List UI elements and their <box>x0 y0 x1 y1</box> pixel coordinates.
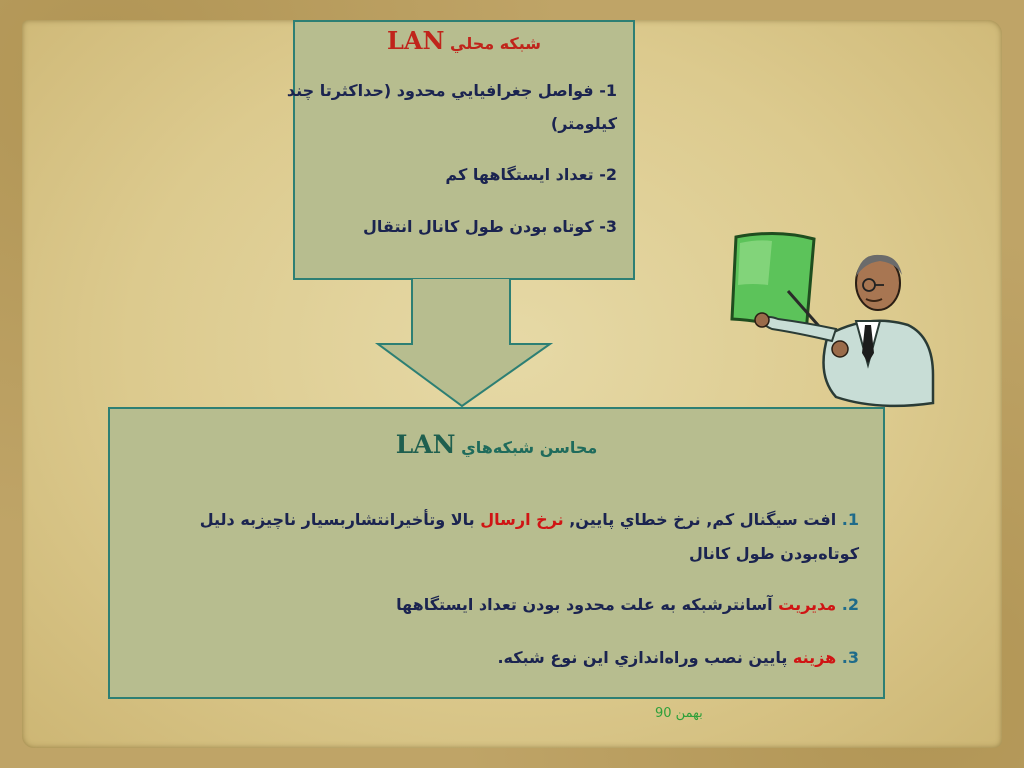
down-arrow-icon <box>370 278 560 410</box>
advantage-1-highlight: نرخ ارسال <box>480 510 564 529</box>
lan-box-title-text: شبکه محلي <box>450 34 541 53</box>
advantage-2-text: آسانترشبکه به علت محدود بودن تعداد ايستگاهها <box>396 595 779 614</box>
advantage-3-text: پايين نصب وراه‌اندازي اين نوع شبکه. <box>497 648 793 667</box>
advantages-title-lan: LAN <box>395 430 456 459</box>
advantage-1-number: 1. <box>841 510 859 529</box>
lan-box-title <box>293 26 635 55</box>
advantages-title-text: محاسن شبکه‌هاي <box>461 438 598 457</box>
advantage-item-1 <box>149 503 859 571</box>
footer-date: بهمن 90 <box>655 706 703 721</box>
advantages-title <box>108 430 885 459</box>
presenter-clipart-icon <box>728 225 943 410</box>
advantage-3-highlight: هزينه <box>792 648 842 667</box>
advantage-1-text-b: بالا وتأخيرانتشاربسيار ناچيزبه دليل کوتاه‌بودن طول کانال <box>199 510 859 563</box>
lan-item-2: 2- تعداد ايستگاهها کم <box>445 165 617 184</box>
lan-box-title-lan: LAN <box>386 26 445 55</box>
advantage-1-text-a: افت سيگنال کم, نرخ خطاي پايين, <box>563 510 842 529</box>
advantage-item-3 <box>259 641 859 675</box>
advantage-item-2 <box>259 588 859 622</box>
advantage-2-highlight: مديريت <box>778 595 842 614</box>
lan-item-1: 1- فواصل جغرافيايي محدود (حداکثرتا چند کيلومتر) <box>286 81 617 133</box>
advantage-3-number: 3. <box>841 648 859 667</box>
advantage-2-number: 2. <box>841 595 859 614</box>
lan-item-3: 3- کوتاه بودن طول کانال انتقال <box>363 217 617 236</box>
